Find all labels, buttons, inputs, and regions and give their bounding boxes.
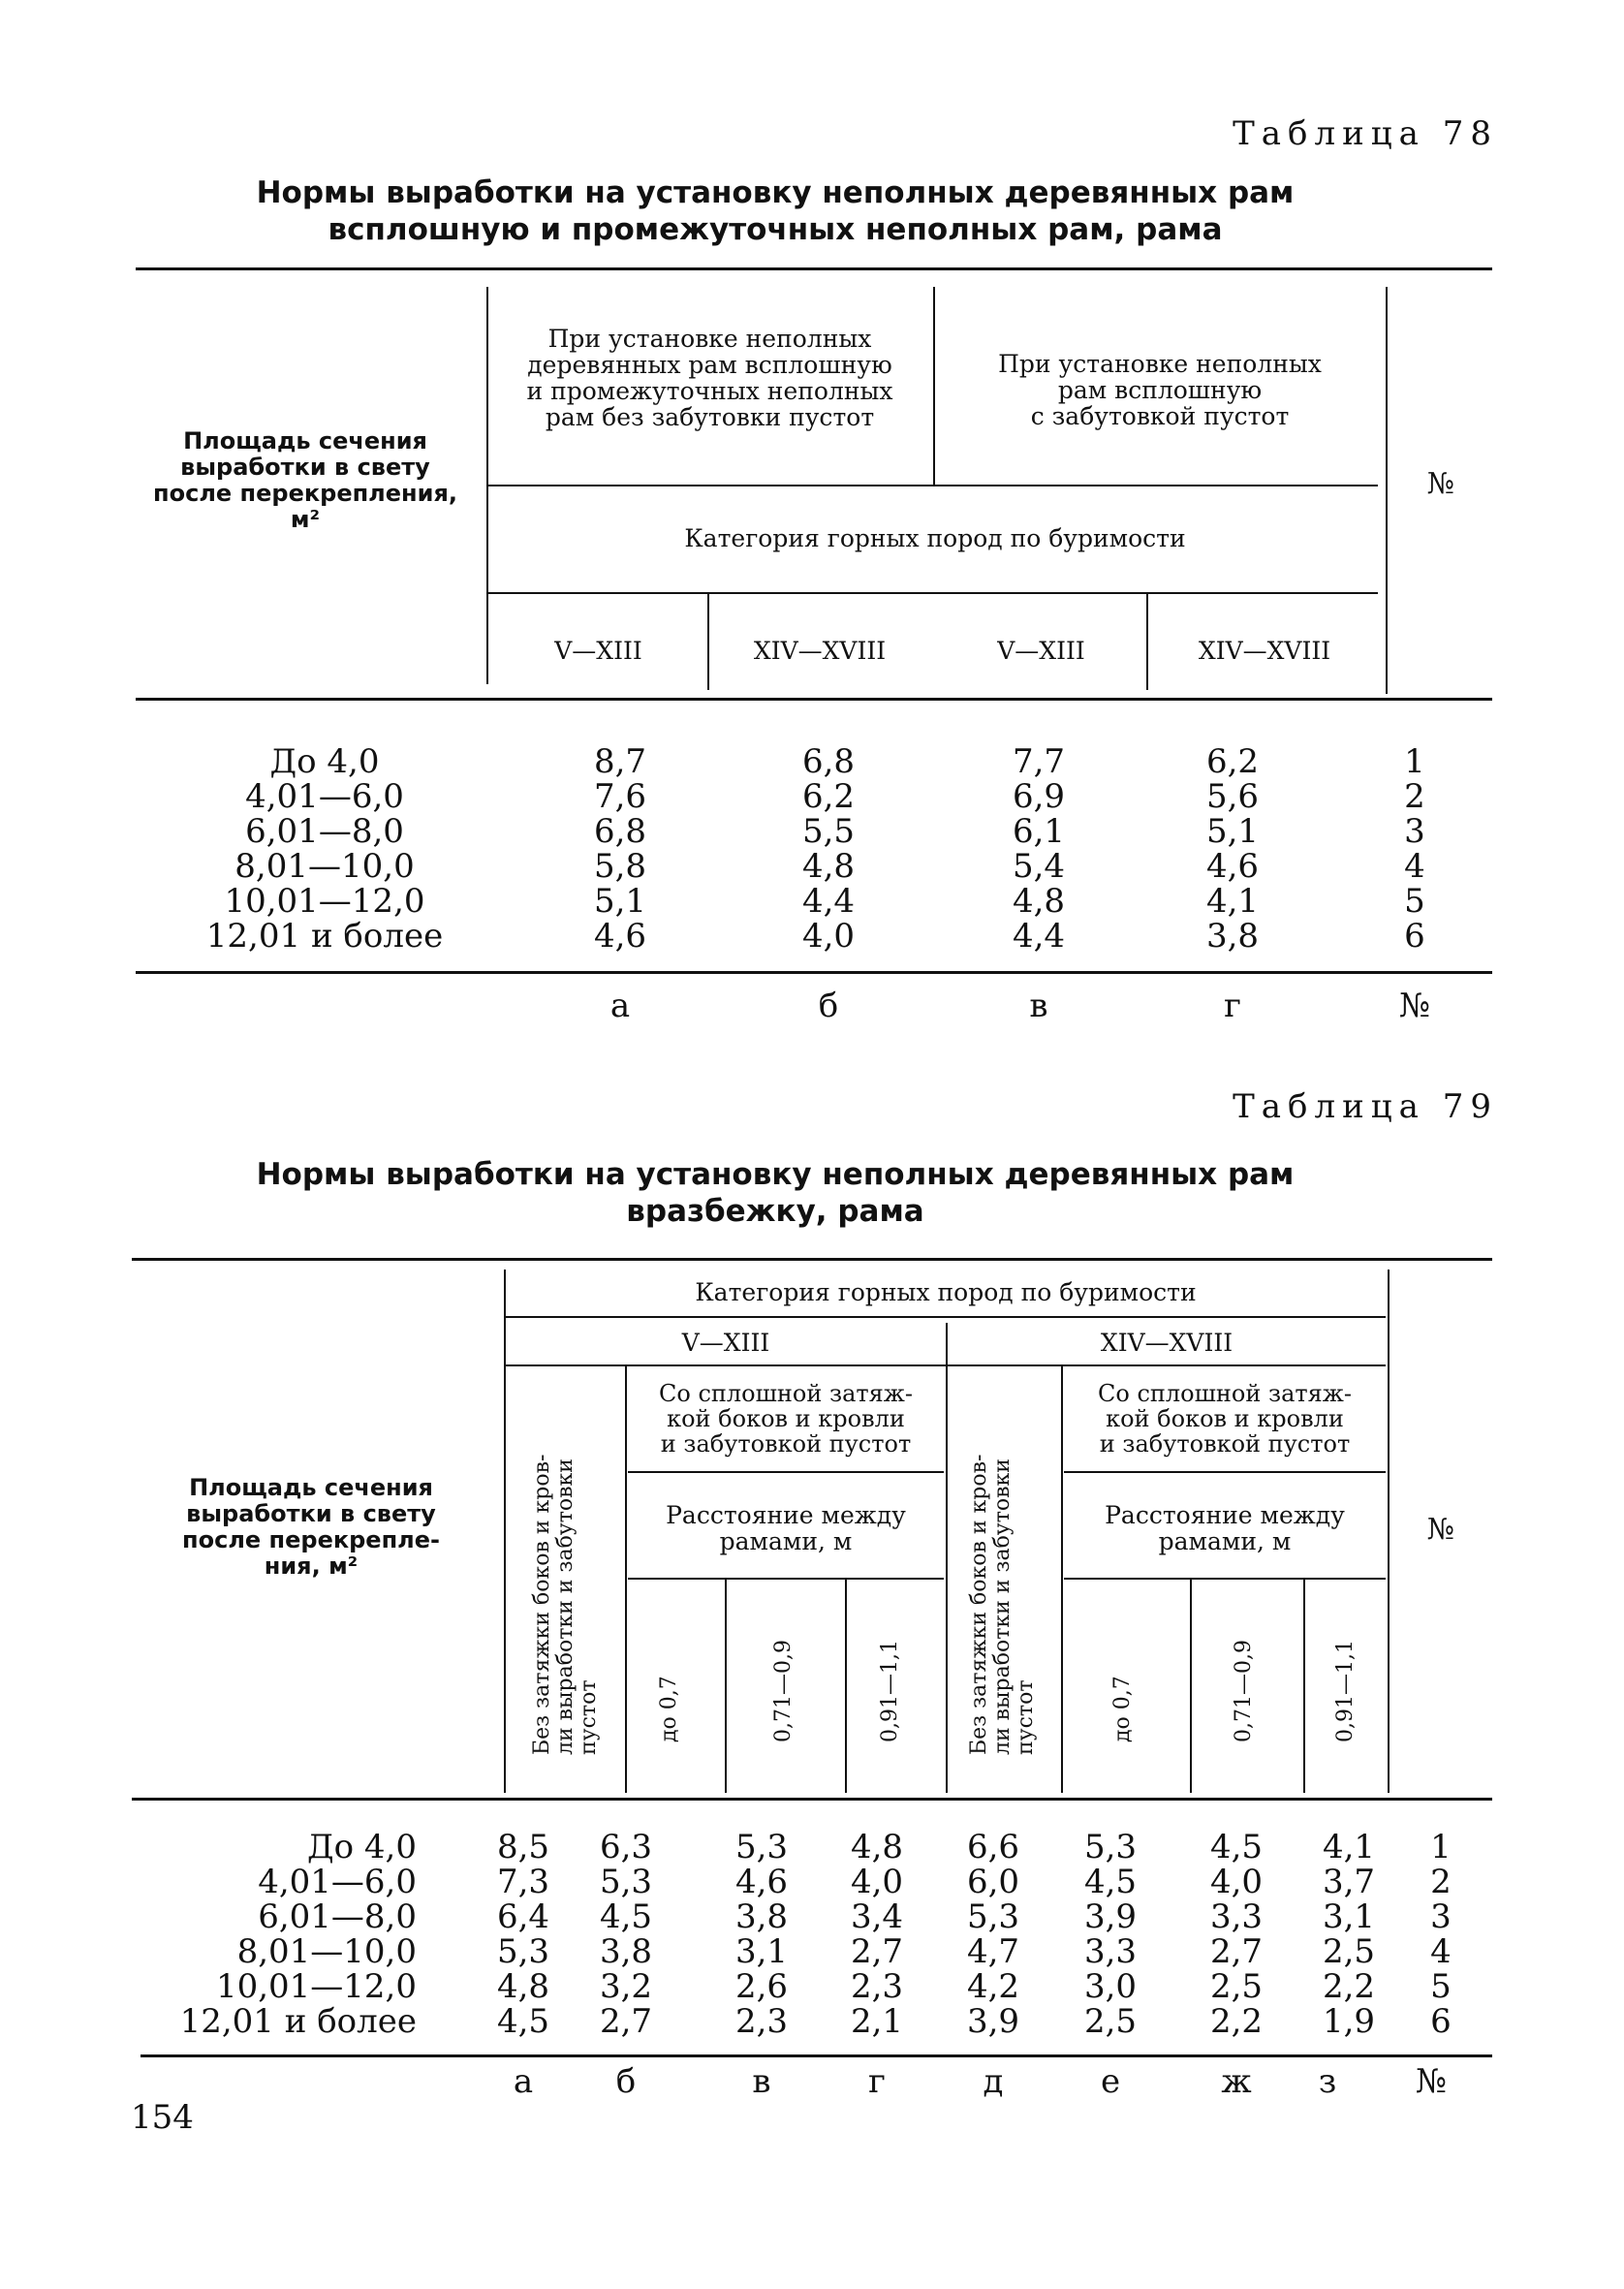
table79-distance-header: Расстояние между рамами, м (1105, 1501, 1345, 1555)
table78-subcol: V—XIII (997, 637, 1085, 665)
table79-col-f: 5,3 4,5 3,9 3,3 3,0 2,5 (1083, 1828, 1138, 2041)
table78-footer: а (609, 987, 631, 1025)
table79-category-header: Категория горных пород по буримости (695, 1278, 1197, 1306)
table-row: 4,01—6,0 (245, 777, 404, 816)
table78-footer: г (1224, 987, 1241, 1025)
table79-cat1-header: V—XIII (681, 1329, 770, 1357)
table-row: 12,01 и более (179, 2002, 417, 2041)
table79-bottom-rule (141, 2054, 1492, 2057)
table79-dist-col: 0,71—0,9 (1232, 1640, 1256, 1742)
table78-title: Нормы выработки на установку неполных деревянных рам всплошную и промежуточных неполных рам, рама (256, 175, 1295, 247)
table79-dist-col: до 0,7 (1110, 1676, 1135, 1742)
table79-col-c: 5,3 4,6 3,8 3,1 2,6 2,3 (734, 1828, 789, 2041)
table-row: До 4,0 (269, 742, 380, 781)
table78-group1-header: При установке неполных деревянных рам всплошную и промежуточных неполных рам без забутовки пустот (526, 325, 893, 431)
table79-vrule (946, 1323, 948, 1793)
table79-vrule (1303, 1580, 1305, 1793)
table79-col-e: 6,6 6,0 5,3 4,7 4,2 3,9 (966, 1828, 1020, 2041)
table-row: До 4,0 (307, 1828, 417, 1866)
table79-footer: д (983, 2062, 1004, 2101)
table78-bottom-rule (136, 971, 1492, 974)
table78-subcol: V—XIII (554, 637, 642, 665)
table79-footer: а (513, 2062, 534, 2101)
table79-with-lining-header: Со сплошной затяж- кой боков и кровли и забутовкой пустот (659, 1380, 913, 1458)
table79-row-header: Площадь сечения выработки в свету после перекрепле- ния, м² (182, 1474, 440, 1580)
page-number: 154 (131, 2098, 194, 2137)
table78-header-rule (136, 698, 1492, 701)
table78-hrule (486, 592, 1378, 594)
table78-num-column: 1 2 3 4 5 6 (1404, 742, 1425, 956)
table-row: 12,01 и более (205, 917, 444, 956)
table79-hrule (1064, 1578, 1386, 1580)
table-row: 6,01—8,0 (258, 1897, 417, 1936)
table79-dist-col: до 0,7 (657, 1676, 681, 1742)
table79-col-b: 6,3 5,3 4,5 3,8 3,2 2,7 (599, 1828, 653, 2041)
table79-with-lining-header: Со сплошной затяж- кой боков и кровли и забутовкой пустот (1098, 1380, 1352, 1458)
table79-dist-col: 0,71—0,9 (771, 1640, 796, 1742)
table79-hrule (628, 1471, 944, 1473)
table79-cat2-header: XIV—XVIII (1100, 1329, 1234, 1357)
table79-footer: е (1100, 2062, 1121, 2101)
table79-num-column: 1 2 3 4 5 6 (1430, 1828, 1452, 2041)
table79-col-d: 4,8 4,0 3,4 2,7 2,3 2,1 (850, 1828, 904, 2041)
table78-area-column (194, 744, 455, 954)
table79-no-lining-header: Без затяжки боков и кров- ли выработки и забутовки пустот (967, 1454, 1038, 1755)
table78-row-header: Площадь сечения выработки в свету после перекрепления, м² (153, 427, 457, 533)
table-row: 10,01—12,0 (224, 882, 425, 921)
table78-hrule (486, 485, 1378, 486)
table79-label: Таблица 79 (1233, 1087, 1498, 1126)
table78-top-rule (136, 267, 1492, 270)
table79-vrule (725, 1580, 727, 1793)
table78-col-b: 6,8 6,2 5,5 4,8 4,4 4,0 (801, 742, 856, 956)
table79-no-lining-header: Без затяжки боков и кров- ли выработки и забутовки пустот (530, 1454, 601, 1755)
table-row: 10,01—12,0 (215, 1967, 417, 2006)
table79-num-header: № (1426, 1513, 1455, 1547)
table78-col-a: 8,7 7,6 6,8 5,8 5,1 4,6 (593, 742, 647, 956)
table79-distance-header: Расстояние между рамами, м (666, 1501, 906, 1555)
table79-col-g: 4,5 4,0 3,3 2,7 2,5 2,2 (1209, 1828, 1264, 2041)
table79-footer: г (868, 2062, 886, 2101)
table78-footer: № (1398, 987, 1431, 1025)
table79-footer: № (1415, 2062, 1448, 2101)
table79-area-column (155, 1830, 417, 2039)
table78-footer: в (1029, 987, 1048, 1025)
table-row: 8,01—10,0 (234, 847, 415, 886)
table79-vrule (845, 1580, 847, 1793)
table79-vrule (1061, 1366, 1063, 1793)
table79-header-rule (132, 1798, 1492, 1801)
table78-vrule (933, 287, 935, 486)
table79-title: Нормы выработки на установку неполных деревянных рам вразбежку, рама (256, 1157, 1295, 1229)
table79-footer: з (1318, 2062, 1337, 2101)
table-row: 4,01—6,0 (258, 1863, 417, 1901)
table78-label: Таблица 78 (1233, 114, 1498, 153)
table78-col-d: 6,2 5,6 5,1 4,6 4,1 3,8 (1205, 742, 1260, 956)
table78-num-header: № (1426, 467, 1455, 501)
table-row: 6,01—8,0 (245, 812, 404, 851)
table78-col-c: 7,7 6,9 6,1 5,4 4,8 4,4 (1012, 742, 1066, 956)
table79-col-a: 8,5 7,3 6,4 5,3 4,8 4,5 (496, 1828, 550, 2041)
table79-vrule (625, 1366, 627, 1793)
table78-group2-header: При установке неполных рам всплошную с забутовкой пустот (998, 350, 1322, 430)
table79-col-h: 4,1 3,7 3,1 2,5 2,2 1,9 (1322, 1828, 1376, 2041)
table78-category-header: Категория горных пород по буримости (684, 524, 1186, 552)
table79-dist-col: 0,91—1,1 (878, 1640, 902, 1742)
table79-vrule (1190, 1580, 1192, 1793)
table78-footer: б (818, 987, 839, 1025)
table78-subcol: XIV—XVIII (753, 637, 887, 665)
table79-hrule (506, 1316, 1386, 1318)
table79-hrule (506, 1364, 1386, 1366)
table79-top-rule (132, 1258, 1492, 1261)
table78-subcol: XIV—XVIII (1198, 637, 1331, 665)
table79-footer: в (752, 2062, 771, 2101)
table79-footer: б (615, 2062, 637, 2101)
table-row: 8,01—10,0 (236, 1932, 417, 1971)
table79-hrule (1064, 1471, 1386, 1473)
table79-hrule (628, 1578, 944, 1580)
table79-dist-col: 0,91—1,1 (1333, 1640, 1358, 1742)
table79-footer: ж (1221, 2062, 1252, 2101)
